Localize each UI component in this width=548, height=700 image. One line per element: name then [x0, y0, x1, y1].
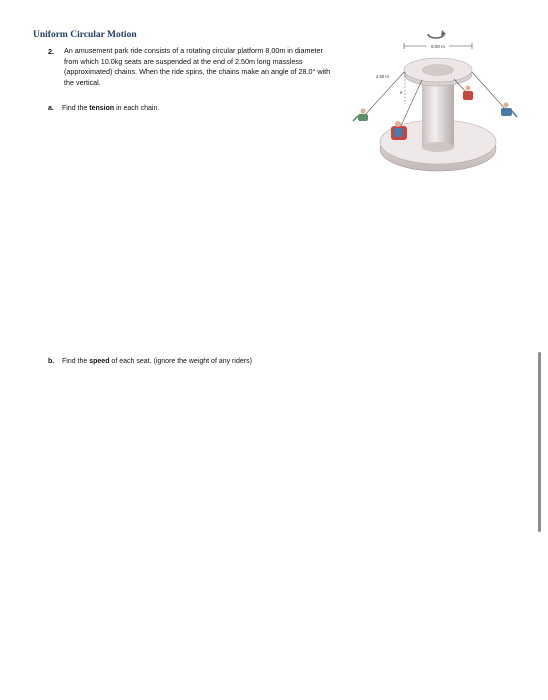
- chain-length-label: 2.50 m: [376, 74, 389, 79]
- ride-pillar: [422, 79, 454, 147]
- part-a-post: in each chain.: [114, 105, 160, 112]
- rider-left: [353, 108, 368, 121]
- part-b-post: of each seat. (ignore the weight of any riders): [109, 358, 252, 365]
- part-b-keyword: speed: [89, 358, 110, 365]
- chain-right: [472, 72, 506, 110]
- diameter-label: 8.00 m: [431, 44, 445, 49]
- part-b-label: b.: [48, 358, 55, 365]
- rider-right: [501, 103, 517, 118]
- angle-label: θ: [400, 90, 403, 95]
- part-b-pre: Find the: [62, 358, 90, 365]
- rider-right-upper: [463, 86, 473, 100]
- question-text: An amusement park ride consists of a rotating circular platform 8.00m in diameter from which 10.0kg seats are suspended at the end of 2.50m long massless (approximated) chains. When the ride spins, the chains make an angle of 28.0° with the vertical.: [64, 46, 331, 87]
- part-a: [48, 105, 159, 112]
- ride-figure: [346, 24, 526, 189]
- part-a-keyword: tension: [89, 105, 115, 112]
- page-title: Uniform Circular Motion: [33, 30, 137, 40]
- rotation-arrow-icon: [428, 30, 446, 38]
- scrollbar[interactable]: [538, 352, 541, 532]
- diameter-dimension: [404, 43, 472, 49]
- part-b: [48, 358, 252, 365]
- part-a-pre: Find the: [62, 105, 90, 112]
- question-number: 2.: [48, 47, 54, 56]
- part-a-label: a.: [48, 105, 54, 112]
